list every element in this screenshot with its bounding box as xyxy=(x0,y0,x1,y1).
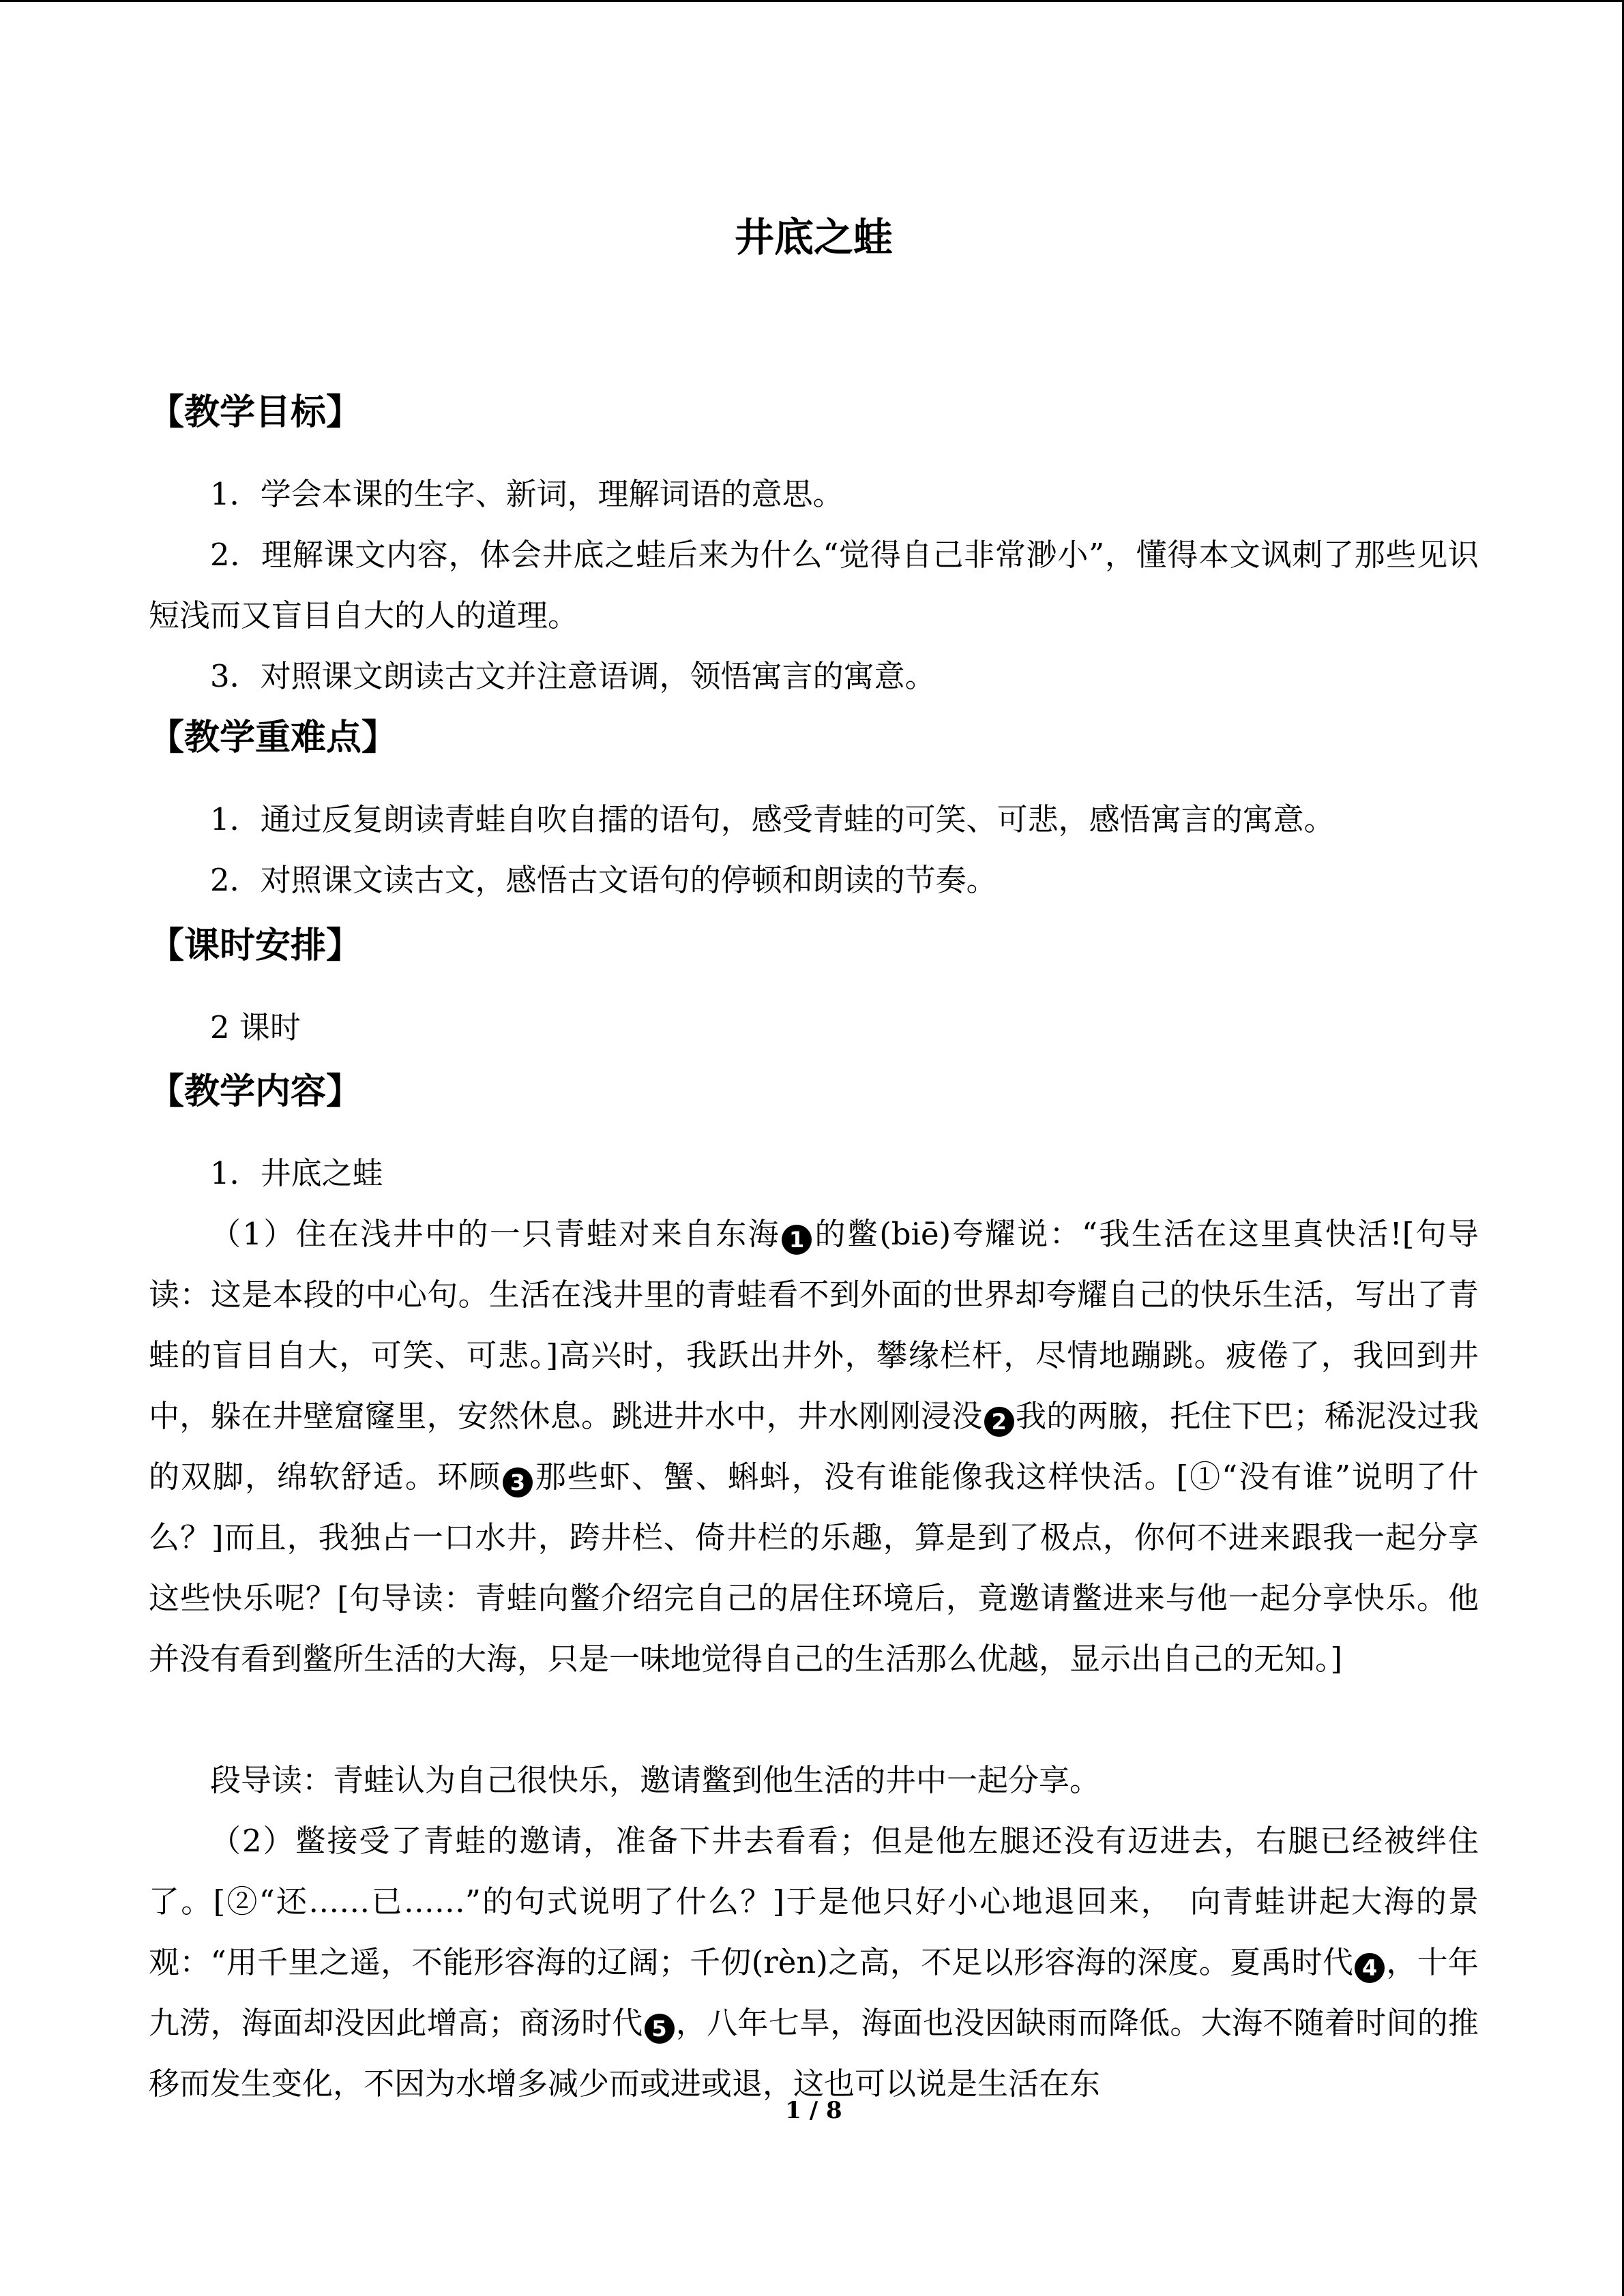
schedule-text: 2 课时 xyxy=(210,1009,301,1045)
page-top-border xyxy=(0,0,1624,2)
paragraph-text: （2）鳖接受了青蛙的邀请，准备下井去看看；但是他左腿还没有迈进去，右腿已经被绊住了。[②“还……已……”的句式说明了什么？]于是他只好小心地退回来， 向青蛙讲起大海的景观：“用千里之遥，不能形容海的辽阔；千仞(rèn)之高，不足以形容海的深度。夏禹时代 xyxy=(149,1823,1479,1980)
content-item-1: 1．井底之蛙 xyxy=(210,1155,383,1191)
paragraph-text: （1）住在浅井中的一只青蛙对来自东海 xyxy=(210,1216,781,1252)
heading-schedule: 【课时安排】 xyxy=(149,925,362,966)
paragraph-text: 的鳖(biē)夸耀说：“我生活在这里真快活![句导读：这是本段的中心句。生活在浅井里的青蛙看不到外面的世界却夸耀自己的快乐生活，写出了青蛙的盲目自大，可笑、可悲。]高兴时，我跃出井外，攀缘栏杆，尽情地蹦跳。疲倦了，我回到井中，躲在井壁窟窿里，安然休息。跳进井水中，井水刚刚浸没 xyxy=(149,1216,1479,1434)
footnote-marker-1: 1 xyxy=(782,1225,812,1255)
footnote-marker-2: 2 xyxy=(984,1407,1014,1437)
footnote-marker-5: 5 xyxy=(645,2014,675,2044)
heading-teaching-content: 【教学内容】 xyxy=(149,1071,362,1112)
paragraph-text: ，十年九涝，海面却没因此增高；商汤时代 xyxy=(149,1944,1479,2041)
goal-item-2: 2．理解课文内容，体会井底之蛙后来为什么“觉得自己非常渺小”，懂得本文讽刺了那些见识短浅而又盲目自大的人的道理。 xyxy=(149,537,1479,633)
page-number: 1 / 8 xyxy=(785,2097,842,2124)
paragraph-text: ，八年七旱，海面也没因缺雨而降低。大海不随着时间的推移而发生变化，不因为水增多减少而或进或退，这也可以说是生活在东 xyxy=(149,2005,1479,2102)
story-paragraph-1 xyxy=(149,1204,1479,1689)
paragraph-text: 我的两腋，托住下巴；稀泥没过我的双脚，绵软舒适。环顾 xyxy=(149,1398,1479,1495)
paragraph-guide: 段导读：青蛙认为自己很快乐，邀请鳖到他生活的井中一起分享。 xyxy=(210,1762,1101,1798)
goal-item-3: 3．对照课文朗读古文并注意语调，领悟寓言的寓意。 xyxy=(210,658,936,694)
story-paragraph-2 xyxy=(149,1810,1479,2114)
key-point-2: 2．对照课文读古文，感悟古文语句的停顿和朗读的节奏。 xyxy=(210,862,997,898)
footnote-marker-3: 3 xyxy=(503,1467,533,1497)
goal-item-1: 1．学会本课的生字、新词，理解词语的意思。 xyxy=(210,476,844,512)
paragraph-text: 那些虾、蟹、蝌蚪，没有谁能像我这样快活。[①“没有谁”说明了什么？]而且，我独占一口水井，跨井栏、倚井栏的乐趣，算是到了极点，你何不进来跟我一起分享这些快乐呢？[句导读：青蛙向鳖介绍完自己的居住环境后，竟邀请鳖进来与他一起分享快乐。他并没有看到鳖所生活的大海，只是一味地觉得自己的生活那么优越，显示出自己的无知。] xyxy=(149,1459,1479,1677)
heading-key-difficulties: 【教学重难点】 xyxy=(149,717,398,758)
document-title: 井底之蛙 xyxy=(734,214,893,260)
heading-teaching-goals: 【教学目标】 xyxy=(149,392,362,433)
key-point-1: 1．通过反复朗读青蛙自吹自擂的语句，感受青蛙的可笑、可悲，感悟寓言的寓意。 xyxy=(210,801,1335,837)
footnote-marker-4: 4 xyxy=(1355,1953,1385,1983)
